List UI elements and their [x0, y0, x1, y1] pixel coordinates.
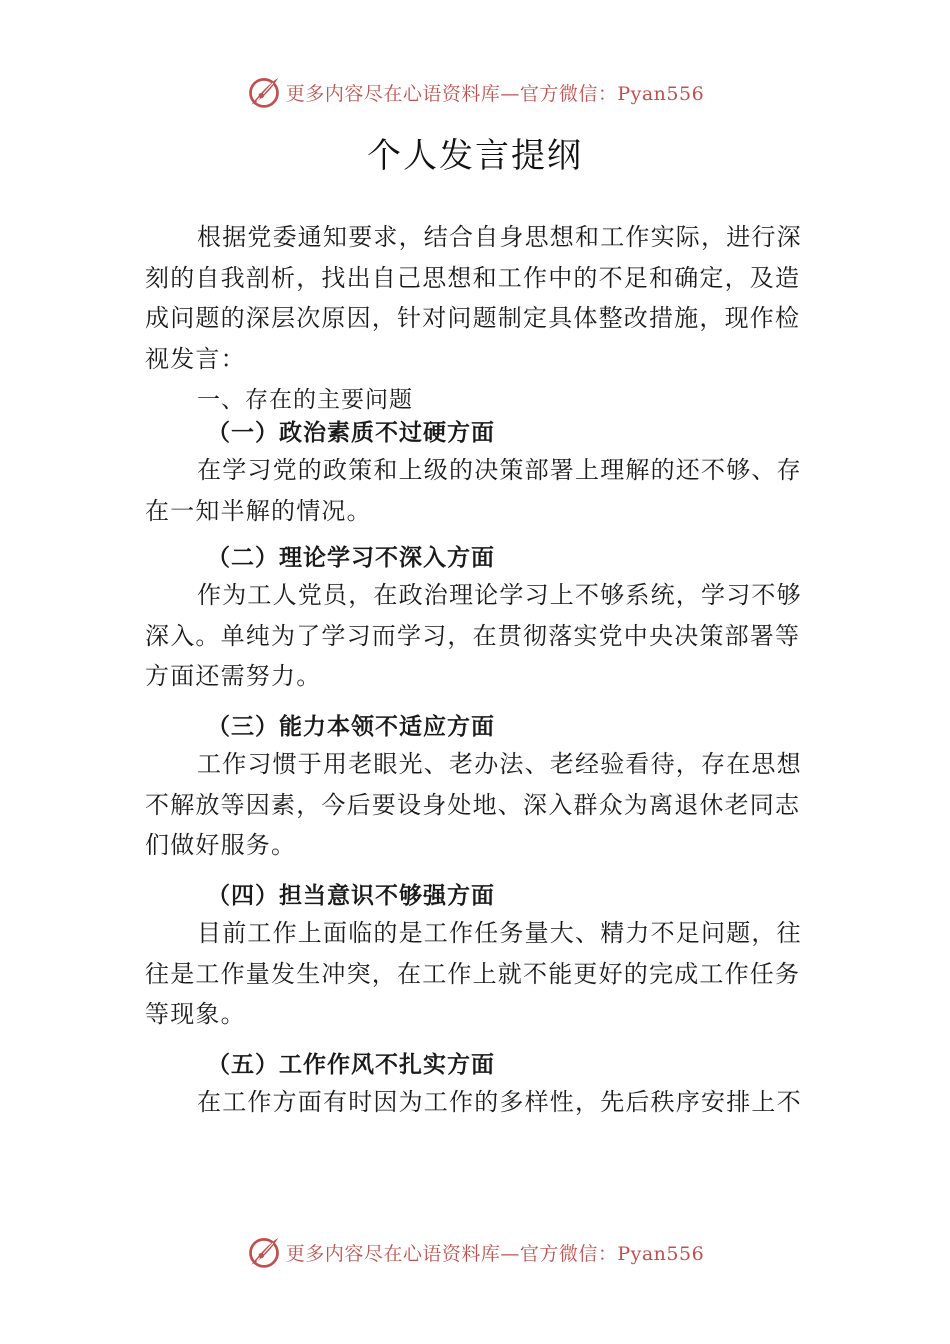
watermark-text: 更多内容尽在心语资料库—官方微信：Pyan556	[285, 82, 705, 105]
quill-logo-icon	[246, 74, 282, 110]
item-text: 目前工作上面临的是工作任务量大、精力不足问题，往往是工作量发生冲突，在工作上就不能更好的完成工作任务等现象。	[145, 919, 802, 1028]
intro-paragraph: 根据党委通知要求，结合自身思想和工作实际，进行深刻的自我剖析，找出自己思想和工作中的不足和确定，及造成问题的深层次原因，针对问题制定具体整改措施，现作检视发言：	[145, 223, 802, 373]
document-title: 个人发言提纲	[367, 136, 583, 176]
item-5	[145, 1048, 807, 1123]
item-heading: （五）工作作风不扎实方面	[207, 1052, 495, 1078]
item-text: 在工作方面有时因为工作的多样性，先后秩序安排上不	[197, 1088, 802, 1116]
item-heading: （一）政治素质不过硬方面	[207, 420, 495, 446]
intro-block	[145, 217, 807, 379]
header-watermark	[0, 72, 950, 112]
item-heading: （四）担当意识不够强方面	[207, 883, 495, 909]
item-4	[145, 879, 807, 1035]
item-text: 工作习惯于用老眼光、老办法、老经验看待，存在思想不解放等因素，今后要设身处地、深入群众为离退休老同志们做好服务。	[145, 750, 802, 859]
quill-logo-icon	[246, 1234, 282, 1270]
item-text: 作为工人党员，在政治理论学习上不够系统，学习不够深入。单纯为了学习而学习，在贯彻落实党中央决策部署等方面还需努力。	[145, 581, 802, 690]
item-3	[145, 710, 807, 866]
item-1	[145, 416, 807, 531]
item-text: 在学习党的政策和上级的决策部署上理解的还不够、存在一知半解的情况。	[145, 456, 802, 525]
section-heading: 一、存在的主要问题	[197, 387, 413, 413]
section-heading-block	[145, 384, 807, 416]
watermark-text: 更多内容尽在心语资料库—官方微信：Pyan556	[285, 1242, 705, 1265]
item-heading: （二）理论学习不深入方面	[207, 545, 495, 571]
item-heading: （三）能力本领不适应方面	[207, 714, 495, 740]
footer-watermark	[0, 1232, 950, 1272]
item-2	[145, 541, 807, 697]
